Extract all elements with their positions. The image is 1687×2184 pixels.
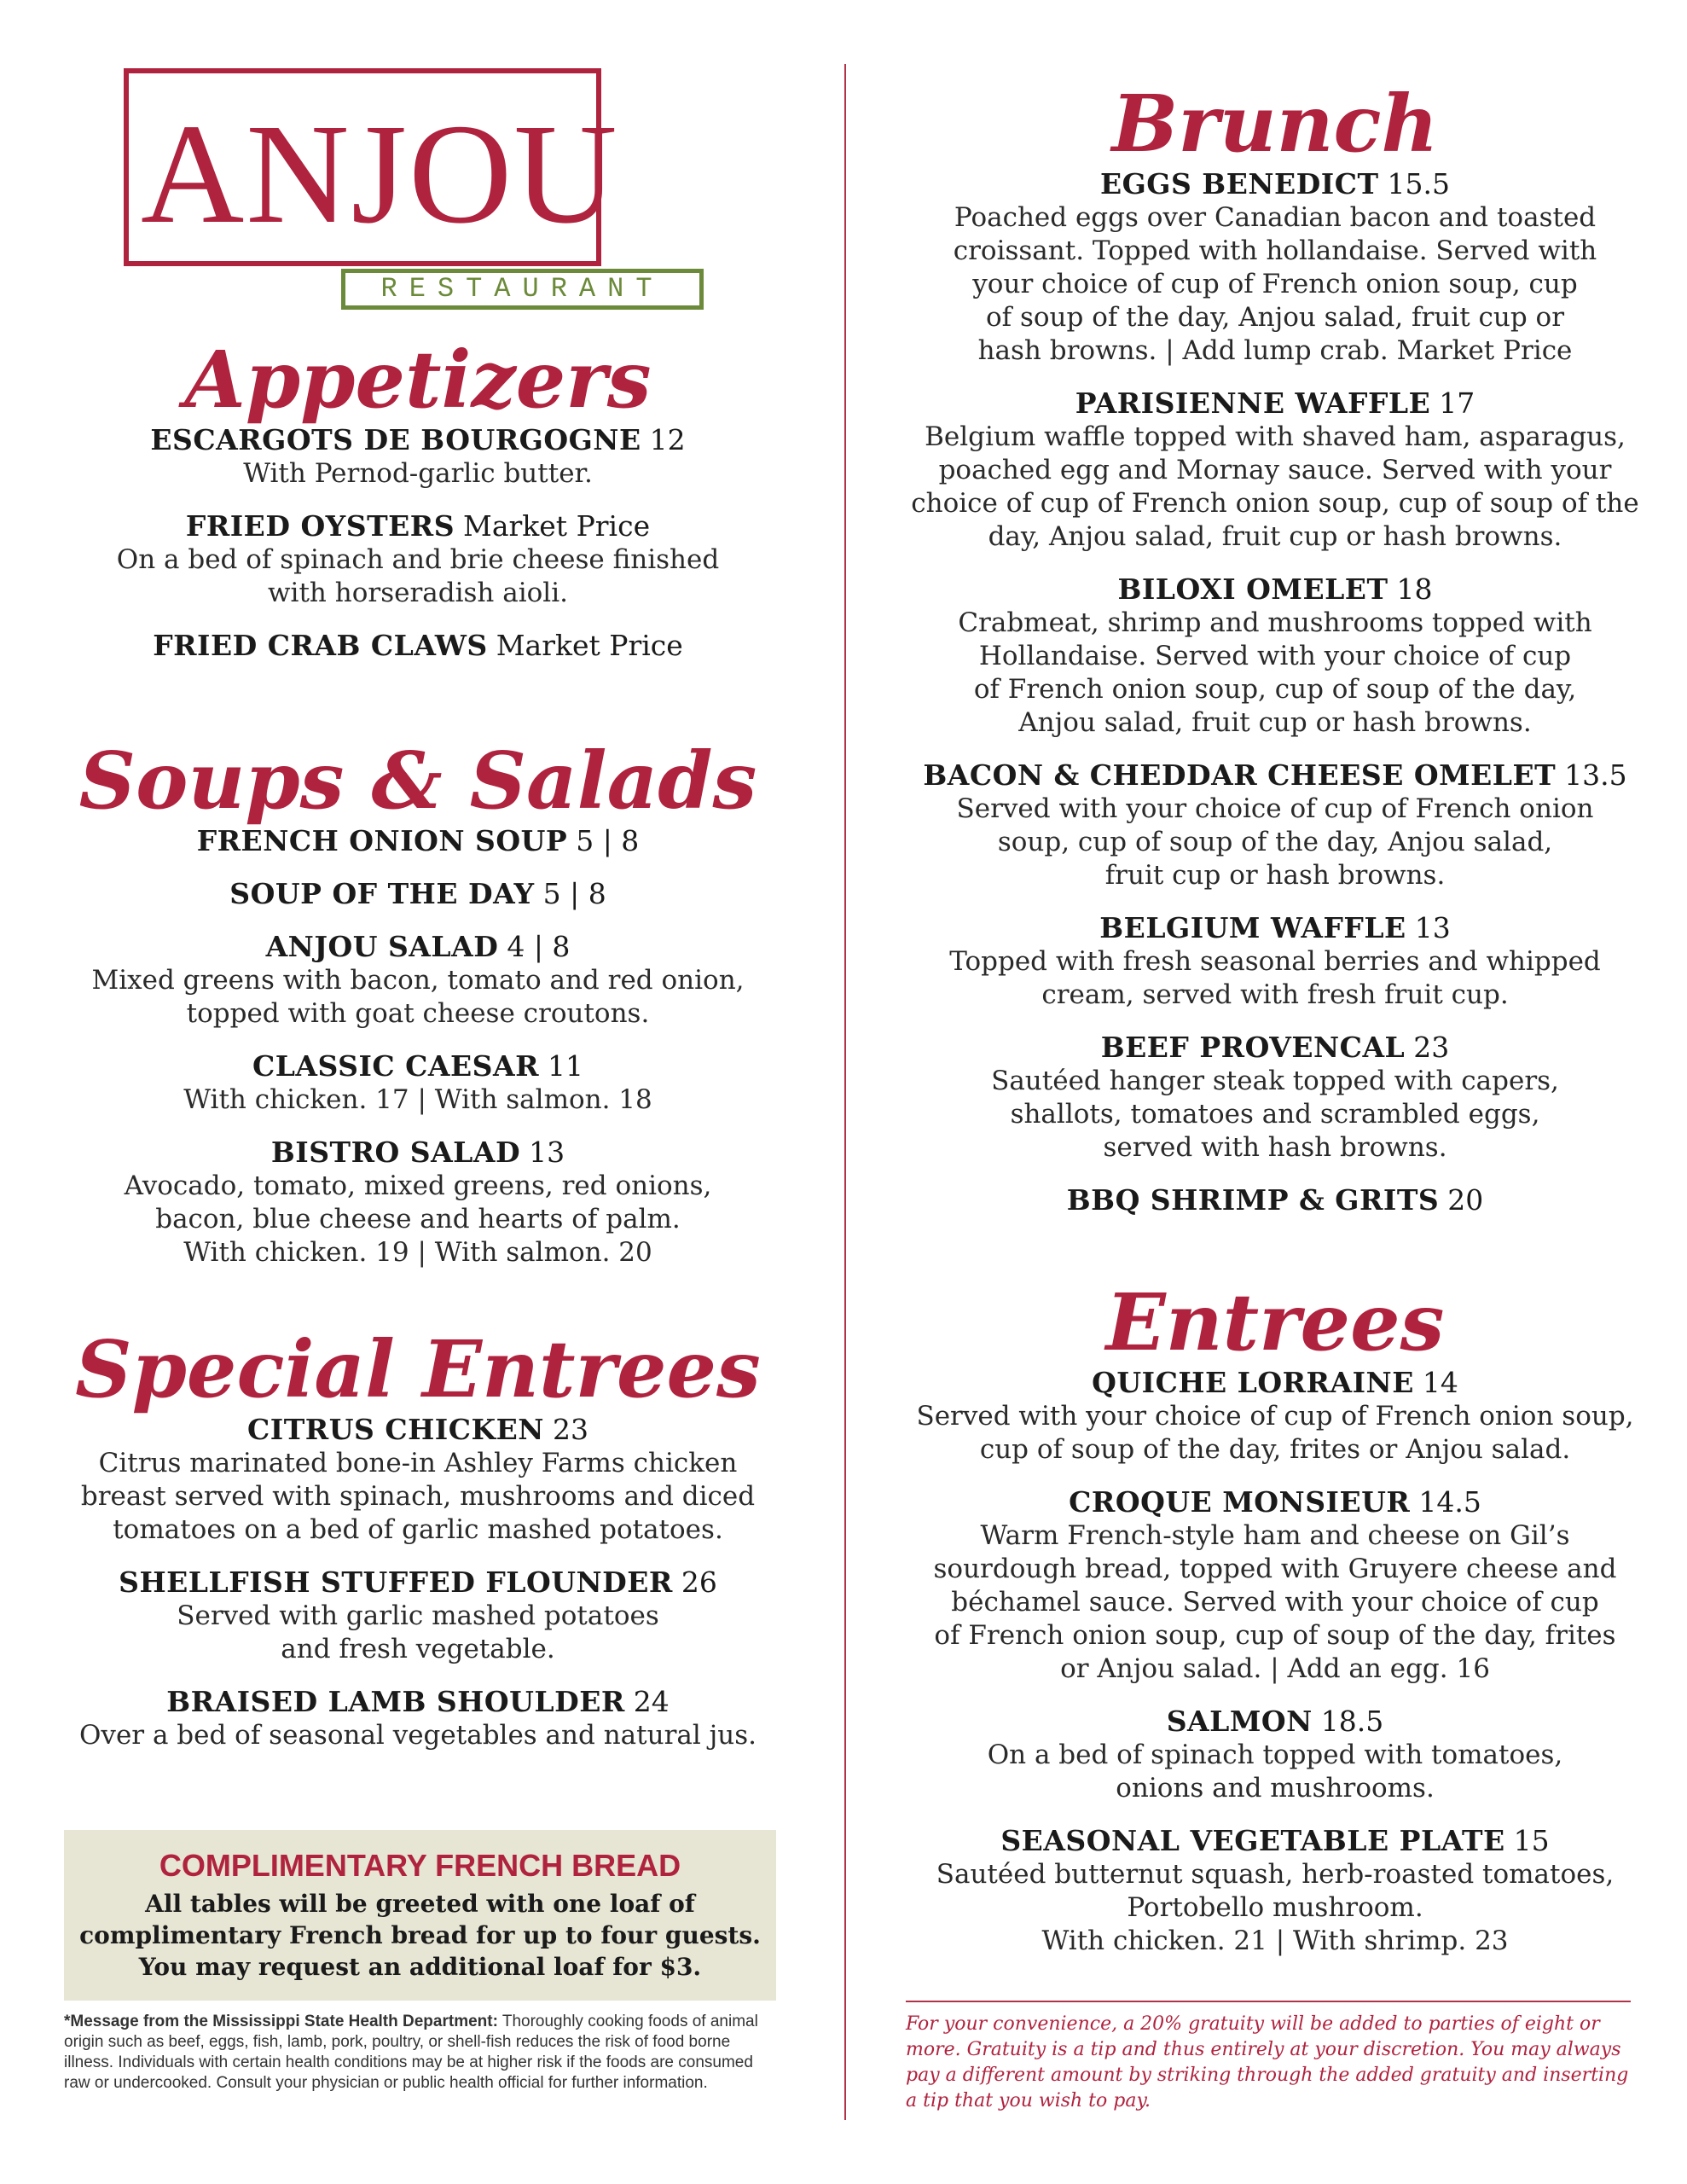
menu-item-description: Citrus marinated bone-in Ashley Farms chicken breast served with spinach, mushrooms and diced tomatoes on a bed of garlic mashed potatoes. — [80, 1448, 756, 1546]
menu-item — [51, 877, 785, 911]
entrees-section — [891, 1276, 1659, 1977]
menu-item-price: Market Price — [463, 509, 651, 543]
menu-item-heading — [51, 824, 785, 858]
logo-name: ANJOU — [141, 95, 619, 253]
section-title-entrees: Entrees — [1105, 1276, 1445, 1368]
menu-item — [891, 911, 1659, 1012]
menu-item-heading — [891, 1366, 1659, 1400]
menu-item-name: SALMON — [1166, 1705, 1313, 1739]
menu-item-heading — [891, 572, 1659, 607]
menu-item-price: 13 — [1414, 911, 1451, 945]
menu-item — [891, 572, 1659, 740]
soups-salads-section — [51, 735, 785, 1288]
menu-item-heading — [891, 1824, 1659, 1858]
menu-item-heading — [51, 1685, 785, 1719]
menu-item-price: 13 — [529, 1136, 565, 1170]
menu-item — [891, 758, 1659, 892]
menu-item — [51, 1685, 785, 1752]
menu-item-heading — [51, 877, 785, 911]
menu-item-price: 14.5 — [1418, 1485, 1481, 1519]
menu-item — [51, 1049, 785, 1117]
menu-item-description: On a bed of spinach topped with tomatoes, onions and mushrooms. — [987, 1740, 1563, 1804]
special-entrees-list — [51, 1413, 785, 1752]
menu-item-price: 23 — [552, 1413, 588, 1447]
menu-item-description: Sautéed hanger steak topped with capers, shallots, tomatoes and scrambled eggs, served with hash browns. — [991, 1066, 1559, 1164]
menu-item-heading — [51, 509, 785, 543]
column-divider — [844, 64, 846, 2120]
menu-item-price: 14 — [1422, 1366, 1458, 1400]
menu-item-price: 20 — [1447, 1183, 1484, 1217]
menu-item-name: BELGIUM WAFFLE — [1099, 911, 1406, 945]
menu-item — [891, 167, 1659, 368]
menu-item-price: 18 — [1396, 572, 1433, 607]
menu-item-name: FRENCH ONION SOUP — [196, 824, 568, 858]
soups-salads-list — [51, 824, 785, 1269]
brunch-list — [891, 167, 1659, 1217]
menu-item-name: CITRUS CHICKEN — [247, 1413, 544, 1447]
menu-item-name: BEEF PROVENCAL — [1100, 1031, 1406, 1065]
menu-item-heading — [891, 386, 1659, 421]
menu-item-price: 13.5 — [1564, 758, 1627, 793]
gratuity-divider — [906, 2001, 1631, 2002]
brunch-section — [891, 78, 1659, 1236]
appetizers-section — [51, 334, 785, 682]
menu-item — [891, 1366, 1659, 1467]
menu-item-name: FRIED CRAB CLAWS — [153, 629, 488, 663]
menu-item-name: BRAISED LAMB SHOULDER — [166, 1685, 625, 1719]
menu-item-heading — [51, 930, 785, 964]
menu-item-description: Served with your choice of cup of French onion soup, cup of soup of the day, frites or Anjou salad. — [916, 1401, 1634, 1466]
menu-item-heading — [891, 1485, 1659, 1519]
menu-item-name: ESCARGOTS DE BOURGOGNE — [150, 423, 641, 457]
special-entrees-section — [51, 1323, 785, 1771]
menu-item-heading — [51, 1136, 785, 1170]
menu-item — [891, 1485, 1659, 1686]
menu-item-heading — [51, 1413, 785, 1447]
menu-item-description: Avocado, tomato, mixed greens, red onions, bacon, blue cheese and hearts of palm. With chicken. 19 | With salmon. 20 — [124, 1170, 712, 1269]
menu-item-heading — [891, 1031, 1659, 1065]
menu-item-name: BACON & CHEDDAR CHEESE OMELET — [923, 758, 1557, 793]
restaurant-logo — [124, 68, 712, 303]
menu-item-price: 26 — [681, 1565, 717, 1600]
menu-item-price: 11 — [548, 1049, 584, 1083]
menu-item-heading — [51, 1565, 785, 1600]
menu-item-heading — [51, 629, 785, 663]
menu-item — [51, 824, 785, 858]
menu-item-description: Poached eggs over Canadian bacon and toasted croissant. Topped with hollandaise. Served with your choice of cup of French onion soup, cup of soup of the day, Anjou salad, fruit cup or hash browns. | Add lump crab. Market Price — [953, 202, 1597, 367]
menu-item-price: 23 — [1413, 1031, 1450, 1065]
menu-item-price: 17 — [1439, 386, 1475, 421]
menu-item-heading — [891, 167, 1659, 201]
menu-item — [891, 1183, 1659, 1217]
menu-item-description: Over a bed of seasonal vegetables and natural jus. — [79, 1720, 757, 1751]
menu-item-name: SOUP OF THE DAY — [229, 877, 535, 911]
bread-title: COMPLIMENTARY FRENCH BREAD — [159, 1848, 681, 1883]
menu-item-heading — [51, 423, 785, 457]
menu-item-name: EGGS BENEDICT — [1099, 167, 1379, 201]
menu-item-description: Sautéed butternut squash, herb-roasted tomatoes, Portobello mushroom. With chicken. 21 | With shrimp. 23 — [936, 1859, 1615, 1957]
menu-item — [51, 423, 785, 491]
menu-item — [51, 1413, 785, 1547]
gratuity-notice: For your convenience, a 20% gratuity will be added to parties of eight or more. Gratuity is a tip and thus entirely at your discretion. You may always pay a different amount by striking through the added gratuity and inserting a tip that you wish to pay. — [906, 2013, 1629, 2111]
menu-item-price: 18.5 — [1320, 1705, 1384, 1739]
menu-item-price: 15 — [1513, 1824, 1550, 1858]
menu-item — [51, 629, 785, 663]
menu-item-price: 24 — [633, 1685, 670, 1719]
menu-item-heading — [891, 911, 1659, 945]
menu-item-name: SEASONAL VEGETABLE PLATE — [1000, 1824, 1505, 1858]
menu-item-description: With Pernod-garlic butter. — [243, 458, 593, 490]
health-notice-label: *Message from the Mississippi State Health Department: — [64, 2013, 498, 2030]
menu-item — [891, 1031, 1659, 1165]
logo-subtitle: RESTAURANT — [341, 269, 704, 310]
menu-item-description: Mixed greens with bacon, tomato and red onion, topped with goat cheese croutons. — [91, 965, 745, 1030]
menu-item-name: FRIED OYSTERS — [185, 509, 455, 543]
section-title-soups-salads: Soups & Salads — [78, 735, 757, 827]
menu-item-name: BISTRO SALAD — [270, 1136, 521, 1170]
entrees-list — [891, 1366, 1659, 1958]
menu-item-description: On a bed of spinach and brie cheese finished with horseradish aioli. — [116, 544, 720, 609]
menu-item — [51, 930, 785, 1031]
menu-item-description: Warm French-style ham and cheese on Gil’s sourdough bread, topped with Gruyere cheese and béchamel sauce. Served with your choice of cup of French onion soup, cup of soup of the day, frites or Anjou salad. | Add an egg. 16 — [933, 1520, 1617, 1685]
appetizers-list — [51, 423, 785, 663]
menu-item-price: 15.5 — [1387, 167, 1451, 201]
menu-item-description: Served with garlic mashed potatoes and fresh vegetable. — [177, 1600, 659, 1665]
bread-text: All tables will be greeted with one loaf of complimentary French bread for up to four guests. You may request an additional loaf for $3. — [79, 1890, 761, 1981]
menu-item-name: SHELLFISH STUFFED FLOUNDER — [119, 1565, 673, 1600]
menu-item-name: ANJOU SALAD — [265, 930, 499, 964]
menu-item-name: PARISIENNE WAFFLE — [1075, 386, 1431, 421]
menu-item-heading — [891, 758, 1659, 793]
menu-item-description: Served with your choice of cup of French onion soup, cup of soup of the day, Anjou salad, fruit cup or hash browns. — [956, 793, 1594, 892]
menu-item-description: Crabmeat, shrimp and mushrooms topped with Hollandaise. Served with your choice of cup of French onion soup, cup of soup of the day, Anjou salad, fruit cup or hash browns. — [958, 607, 1592, 739]
menu-item-heading — [51, 1049, 785, 1083]
health-notice-text: Thoroughly cooking foods of animal origin such as beef, eggs, fish, lamb, pork, poultry, or shell-fish reduces the risk of food borne illness. Individuals with certain health conditions may be at higher risk if the foods are consumed raw or undercooked. Consult your physician or public health official for further information. — [64, 2013, 758, 2092]
menu-item — [891, 386, 1659, 554]
menu-item — [51, 509, 785, 610]
menu-item — [51, 1565, 785, 1666]
menu-item-description: With chicken. 17 | With salmon. 18 — [183, 1084, 652, 1116]
menu-item-name: CLASSIC CAESAR — [252, 1049, 540, 1083]
health-notice — [64, 2012, 780, 2094]
menu-item-name: CROQUE MONSIEUR — [1069, 1485, 1411, 1519]
menu-item-price: 5 | 8 — [576, 824, 640, 858]
menu-item-price: 5 | 8 — [542, 877, 606, 911]
complimentary-bread-box — [64, 1830, 776, 2001]
menu-item — [891, 1705, 1659, 1805]
section-title-brunch: Brunch — [1111, 78, 1439, 170]
menu-item-name: QUICHE LORRAINE — [1092, 1366, 1414, 1400]
menu-item — [51, 1136, 785, 1269]
menu-item-description: Topped with fresh seasonal berries and whipped cream, served with fresh fruit cup. — [949, 946, 1601, 1011]
menu-item-description: Belgium waffle topped with shaved ham, asparagus, poached egg and Mornay sauce. Served with your choice of cup of French onion soup, cup of soup of the day, Anjou salad, fruit cup or hash browns. — [911, 421, 1639, 553]
menu-item-name: BILOXI OMELET — [1117, 572, 1388, 607]
menu-item-heading — [891, 1183, 1659, 1217]
menu-item-heading — [891, 1705, 1659, 1739]
menu-item — [891, 1824, 1659, 1958]
menu-item-price: Market Price — [496, 629, 683, 663]
section-title-appetizers: Appetizers — [184, 334, 652, 426]
menu-item-price: 12 — [649, 423, 686, 457]
menu-item-name: BBQ SHRIMP & GRITS — [1066, 1183, 1440, 1217]
section-title-special-entrees: Special Entrees — [75, 1323, 761, 1415]
menu-item-price: 4 | 8 — [507, 930, 571, 964]
